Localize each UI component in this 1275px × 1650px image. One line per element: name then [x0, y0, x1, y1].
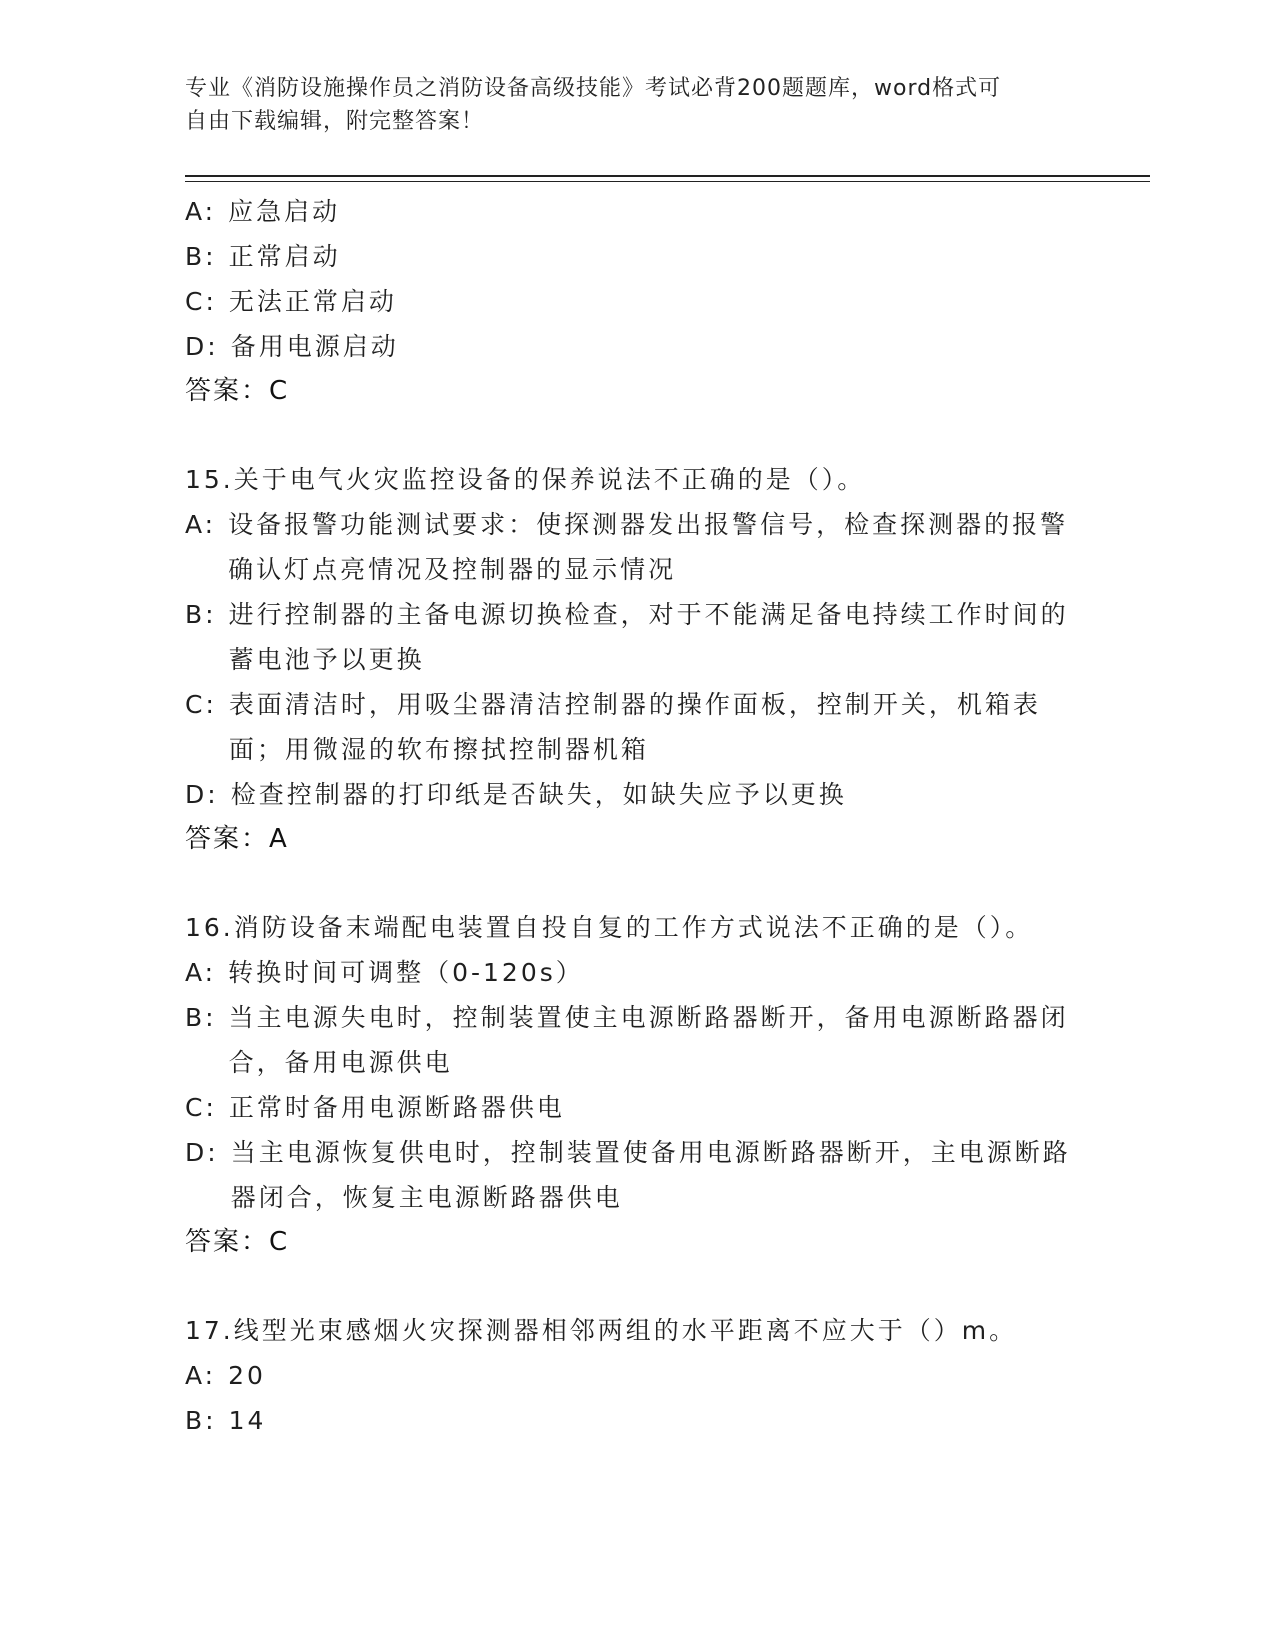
option-text: 进行控制器的主备电源切换检查，对于不能满足备电持续工作时间的蓄电池予以更换	[228, 600, 1069, 674]
option-letter: D:	[185, 332, 219, 361]
option-text: 无法正常启动	[228, 287, 397, 316]
option-text: 正常启动	[228, 242, 341, 271]
header-divider-thick	[185, 175, 1150, 177]
option-text: 应急启动	[228, 197, 341, 226]
option-letter: C:	[185, 1093, 217, 1122]
option-b	[185, 592, 1085, 682]
option-d	[185, 772, 1085, 817]
option-letter: A:	[185, 1361, 217, 1390]
header-line-1: 专业《消防设施操作员之消防设备高级技能》考试必背200题题库，word格式可	[185, 76, 1002, 101]
option-a	[185, 1353, 1085, 1398]
spacer	[185, 862, 1085, 905]
question-stem: 17.线型光束感烟火灾探测器相邻两组的水平距离不应大于（）m。	[185, 1316, 1018, 1345]
question-15	[185, 457, 1085, 862]
option-c	[185, 682, 1085, 772]
option-a	[185, 950, 1085, 995]
option-letter: A:	[185, 197, 217, 226]
option-text: 当主电源失电时，控制装置使主电源断路器断开，备用电源断路器闭合，备用电源供电	[228, 1003, 1069, 1077]
option-text: 备用电源启动	[230, 332, 399, 361]
question-content	[185, 189, 1085, 1443]
question-17	[185, 1308, 1085, 1443]
option-a	[185, 189, 1085, 234]
option-letter: A:	[185, 510, 217, 539]
option-text: 当主电源恢复供电时，控制装置使备用电源断路器断开，主电源断路器闭合，恢复主电源断路器供电	[230, 1138, 1071, 1212]
option-text: 20	[228, 1361, 266, 1390]
option-text: 设备报警功能测试要求：使探测器发出报警信号，检查探测器的报警确认灯点亮情况及控制器的显示情况	[228, 510, 1069, 584]
option-d	[185, 324, 1085, 369]
option-letter: C:	[185, 690, 217, 719]
header-line-2: 自由下载编辑，附完整答案！	[185, 109, 485, 134]
option-letter: D:	[185, 780, 219, 809]
option-b	[185, 234, 1085, 279]
option-text: 表面清洁时，用吸尘器清洁控制器的操作面板，控制开关，机箱表面；用微湿的软布擦拭控制器机箱	[228, 690, 1041, 764]
spacer	[185, 414, 1085, 457]
option-letter: B:	[185, 1406, 217, 1435]
option-text: 14	[228, 1406, 267, 1435]
option-b	[185, 1398, 1085, 1443]
question-16	[185, 905, 1085, 1265]
spacer	[185, 1265, 1085, 1308]
option-text: 检查控制器的打印纸是否缺失，如缺失应予以更换	[230, 780, 847, 809]
option-letter: D:	[185, 1138, 219, 1167]
option-a	[185, 502, 1085, 592]
option-b	[185, 995, 1085, 1085]
option-letter: C:	[185, 287, 217, 316]
answer-line: 答案：A	[185, 824, 289, 854]
option-letter: B:	[185, 242, 217, 271]
question-stem: 16.消防设备末端配电装置自投自复的工作方式说法不正确的是（）。	[185, 913, 1034, 942]
option-c	[185, 279, 1085, 324]
document-header	[185, 72, 1065, 138]
option-c	[185, 1085, 1085, 1130]
option-text: 转换时间可调整（0-120s）	[228, 958, 584, 987]
option-letter: B:	[185, 600, 217, 629]
option-letter: A:	[185, 958, 217, 987]
option-text: 正常时备用电源断路器供电	[228, 1093, 565, 1122]
question-stem: 15.关于电气火灾监控设备的保养说法不正确的是（）。	[185, 465, 866, 494]
option-letter: B:	[185, 1003, 217, 1032]
option-d	[185, 1130, 1085, 1220]
header-divider-thin	[185, 181, 1150, 182]
question-14-continued	[185, 189, 1085, 414]
answer-line: 答案：C	[185, 376, 290, 406]
answer-line: 答案：C	[185, 1227, 290, 1257]
